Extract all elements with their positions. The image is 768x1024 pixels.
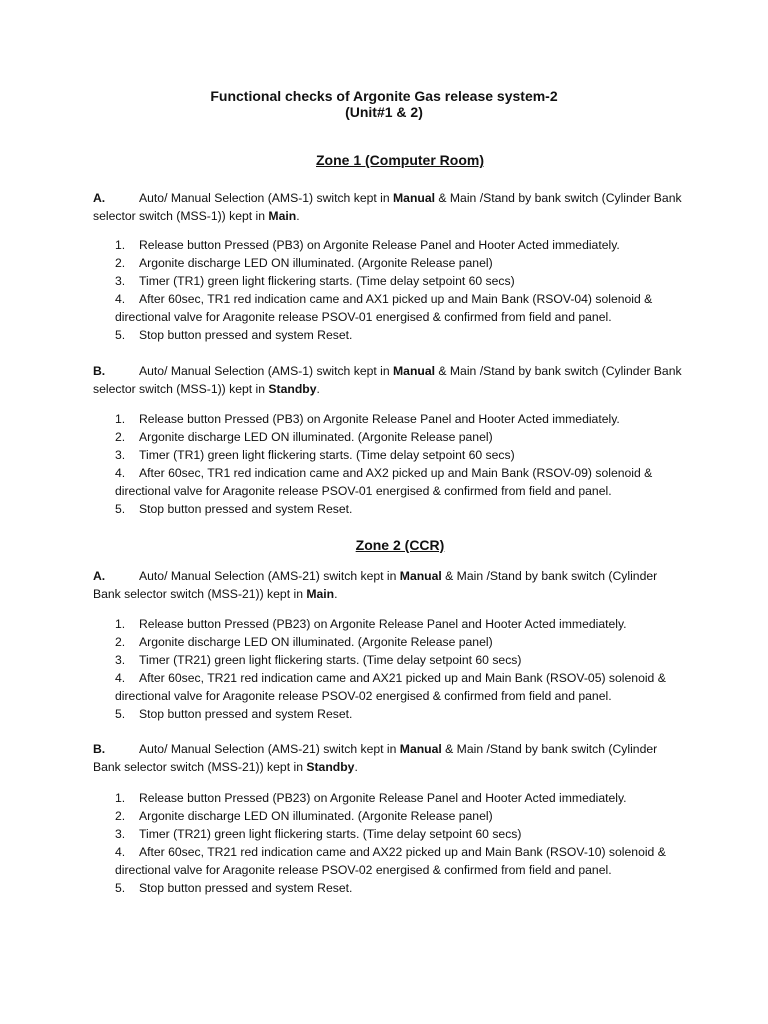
step-number: 5. (115, 707, 126, 721)
step-list (115, 789, 700, 897)
step-list (115, 615, 700, 723)
case-mode: Manual (399, 742, 442, 756)
case-text-post: . (354, 760, 358, 774)
list-item (115, 879, 700, 897)
step-number: 1. (115, 412, 126, 426)
step-text: Timer (TR21) green light flickering starts. (Time delay setpoint 60 secs) (139, 653, 522, 667)
case-text-pre: Auto/ Manual Selection (AMS-1) switch kept in (139, 364, 394, 378)
list-item (115, 705, 700, 723)
case-tag: A. (93, 569, 106, 583)
step-list (115, 236, 700, 344)
case-bank: Main (306, 587, 335, 601)
step-number: 4. (115, 466, 126, 480)
step-text: Release button Pressed (PB3) on Argonite Release Panel and Hooter Acted immediately. (139, 412, 620, 426)
step-number: 5. (115, 502, 126, 516)
list-item (115, 446, 700, 464)
step-text: After 60sec, TR21 red indication came and AX22 picked up and Main Bank (RSOV-10) solenoid & directional valve for Aragonite release PSOV-02 energised & confirmed from field and panel. (115, 845, 666, 877)
case-text-pre: Auto/ Manual Selection (AMS-21) switch kept in (139, 569, 400, 583)
case-tag: B. (93, 364, 106, 378)
step-text: Stop button pressed and system Reset. (139, 707, 353, 721)
step-number: 4. (115, 292, 126, 306)
case-text-mid: & Main /Stand by bank switch (Cylinder Bank selector switch (MSS-1)) kept in (93, 364, 682, 396)
list-item (115, 669, 700, 705)
list-item (115, 428, 700, 446)
case-paragraph (93, 567, 683, 603)
list-item (115, 651, 700, 669)
step-number: 2. (115, 635, 126, 649)
list-item (115, 615, 700, 633)
step-number: 3. (115, 274, 126, 288)
step-number: 2. (115, 809, 126, 823)
list-item (115, 807, 700, 825)
list-item (115, 236, 700, 254)
case-bank: Standby (268, 382, 317, 396)
case-text-pre: Auto/ Manual Selection (AMS-21) switch kept in (139, 742, 400, 756)
list-item (115, 254, 700, 272)
zone-heading: Zone 2 (CCR) (355, 537, 445, 553)
step-number: 2. (115, 256, 126, 270)
case-paragraph (93, 740, 683, 776)
case-bank: Standby (306, 760, 355, 774)
step-number: 4. (115, 671, 126, 685)
step-text: After 60sec, TR1 red indication came and AX2 picked up and Main Bank (RSOV-09) solenoid & directional valve for Aragonite release PSOV-01 energised & confirmed from field and panel. (115, 466, 653, 498)
step-text: Timer (TR1) green light flickering starts. (Time delay setpoint 60 secs) (139, 448, 515, 462)
list-item (115, 290, 700, 326)
case-mode: Manual (393, 364, 435, 378)
step-text: Stop button pressed and system Reset. (139, 502, 353, 516)
step-number: 5. (115, 328, 126, 342)
case-text-post: . (334, 587, 338, 601)
step-text: After 60sec, TR21 red indication came and AX21 picked up and Main Bank (RSOV-05) solenoid & directional valve for Aragonite release PSOV-02 energised & confirmed from field and panel. (115, 671, 666, 703)
list-item (115, 410, 700, 428)
step-number: 1. (115, 617, 126, 631)
list-item (115, 272, 700, 290)
case-text-mid: & Main /Stand by bank switch (Cylinder Bank selector switch (MSS-1)) kept in (93, 191, 682, 223)
step-number: 5. (115, 881, 126, 895)
step-number: 2. (115, 430, 126, 444)
list-item (115, 500, 700, 518)
list-item (115, 633, 700, 651)
step-text: Argonite discharge LED ON illuminated. (Argonite Release panel) (139, 256, 493, 270)
document-subtitle: (Unit#1 & 2) (345, 104, 423, 120)
step-text: Release button Pressed (PB23) on Argonite Release Panel and Hooter Acted immediately. (139, 617, 627, 631)
step-text: Argonite discharge LED ON illuminated. (Argonite Release panel) (139, 809, 493, 823)
case-text-post: . (316, 382, 320, 396)
case-bank: Main (268, 209, 297, 223)
step-text: Release button Pressed (PB3) on Argonite Release Panel and Hooter Acted immediately. (139, 238, 620, 252)
case-text-pre: Auto/ Manual Selection (AMS-1) switch kept in (139, 191, 394, 205)
step-text: Argonite discharge LED ON illuminated. (Argonite Release panel) (139, 430, 493, 444)
step-text: Timer (TR1) green light flickering starts. (Time delay setpoint 60 secs) (139, 274, 515, 288)
case-paragraph (93, 189, 683, 225)
case-text-mid: & Main /Stand by bank switch (Cylinder Bank selector switch (MSS-21)) kept in (93, 742, 658, 774)
step-number: 3. (115, 448, 126, 462)
list-item (115, 843, 700, 879)
case-text-post: . (296, 209, 300, 223)
list-item (115, 464, 700, 500)
step-text: After 60sec, TR1 red indication came and AX1 picked up and Main Bank (RSOV-04) solenoid & directional valve for Aragonite release PSOV-01 energised & confirmed from field and panel. (115, 292, 653, 324)
case-mode: Manual (393, 191, 435, 205)
list-item (115, 789, 700, 807)
zone-heading: Zone 1 (Computer Room) (316, 152, 484, 168)
case-text-mid: & Main /Stand by bank switch (Cylinder Bank selector switch (MSS-21)) kept in (93, 569, 658, 601)
list-item (115, 825, 700, 843)
step-number: 3. (115, 827, 126, 841)
step-list (115, 410, 700, 518)
step-text: Argonite discharge LED ON illuminated. (Argonite Release panel) (139, 635, 493, 649)
case-paragraph (93, 362, 683, 398)
step-number: 1. (115, 238, 126, 252)
case-mode: Manual (399, 569, 442, 583)
step-text: Stop button pressed and system Reset. (139, 328, 353, 342)
step-number: 3. (115, 653, 126, 667)
step-number: 4. (115, 845, 126, 859)
step-number: 1. (115, 791, 126, 805)
case-tag: B. (93, 742, 106, 756)
document-title: Functional checks of Argonite Gas release system-2 (210, 88, 558, 104)
step-text: Stop button pressed and system Reset. (139, 881, 353, 895)
case-tag: A. (93, 191, 106, 205)
list-item (115, 326, 700, 344)
step-text: Timer (TR21) green light flickering starts. (Time delay setpoint 60 secs) (139, 827, 522, 841)
step-text: Release button Pressed (PB23) on Argonite Release Panel and Hooter Acted immediately. (139, 791, 627, 805)
